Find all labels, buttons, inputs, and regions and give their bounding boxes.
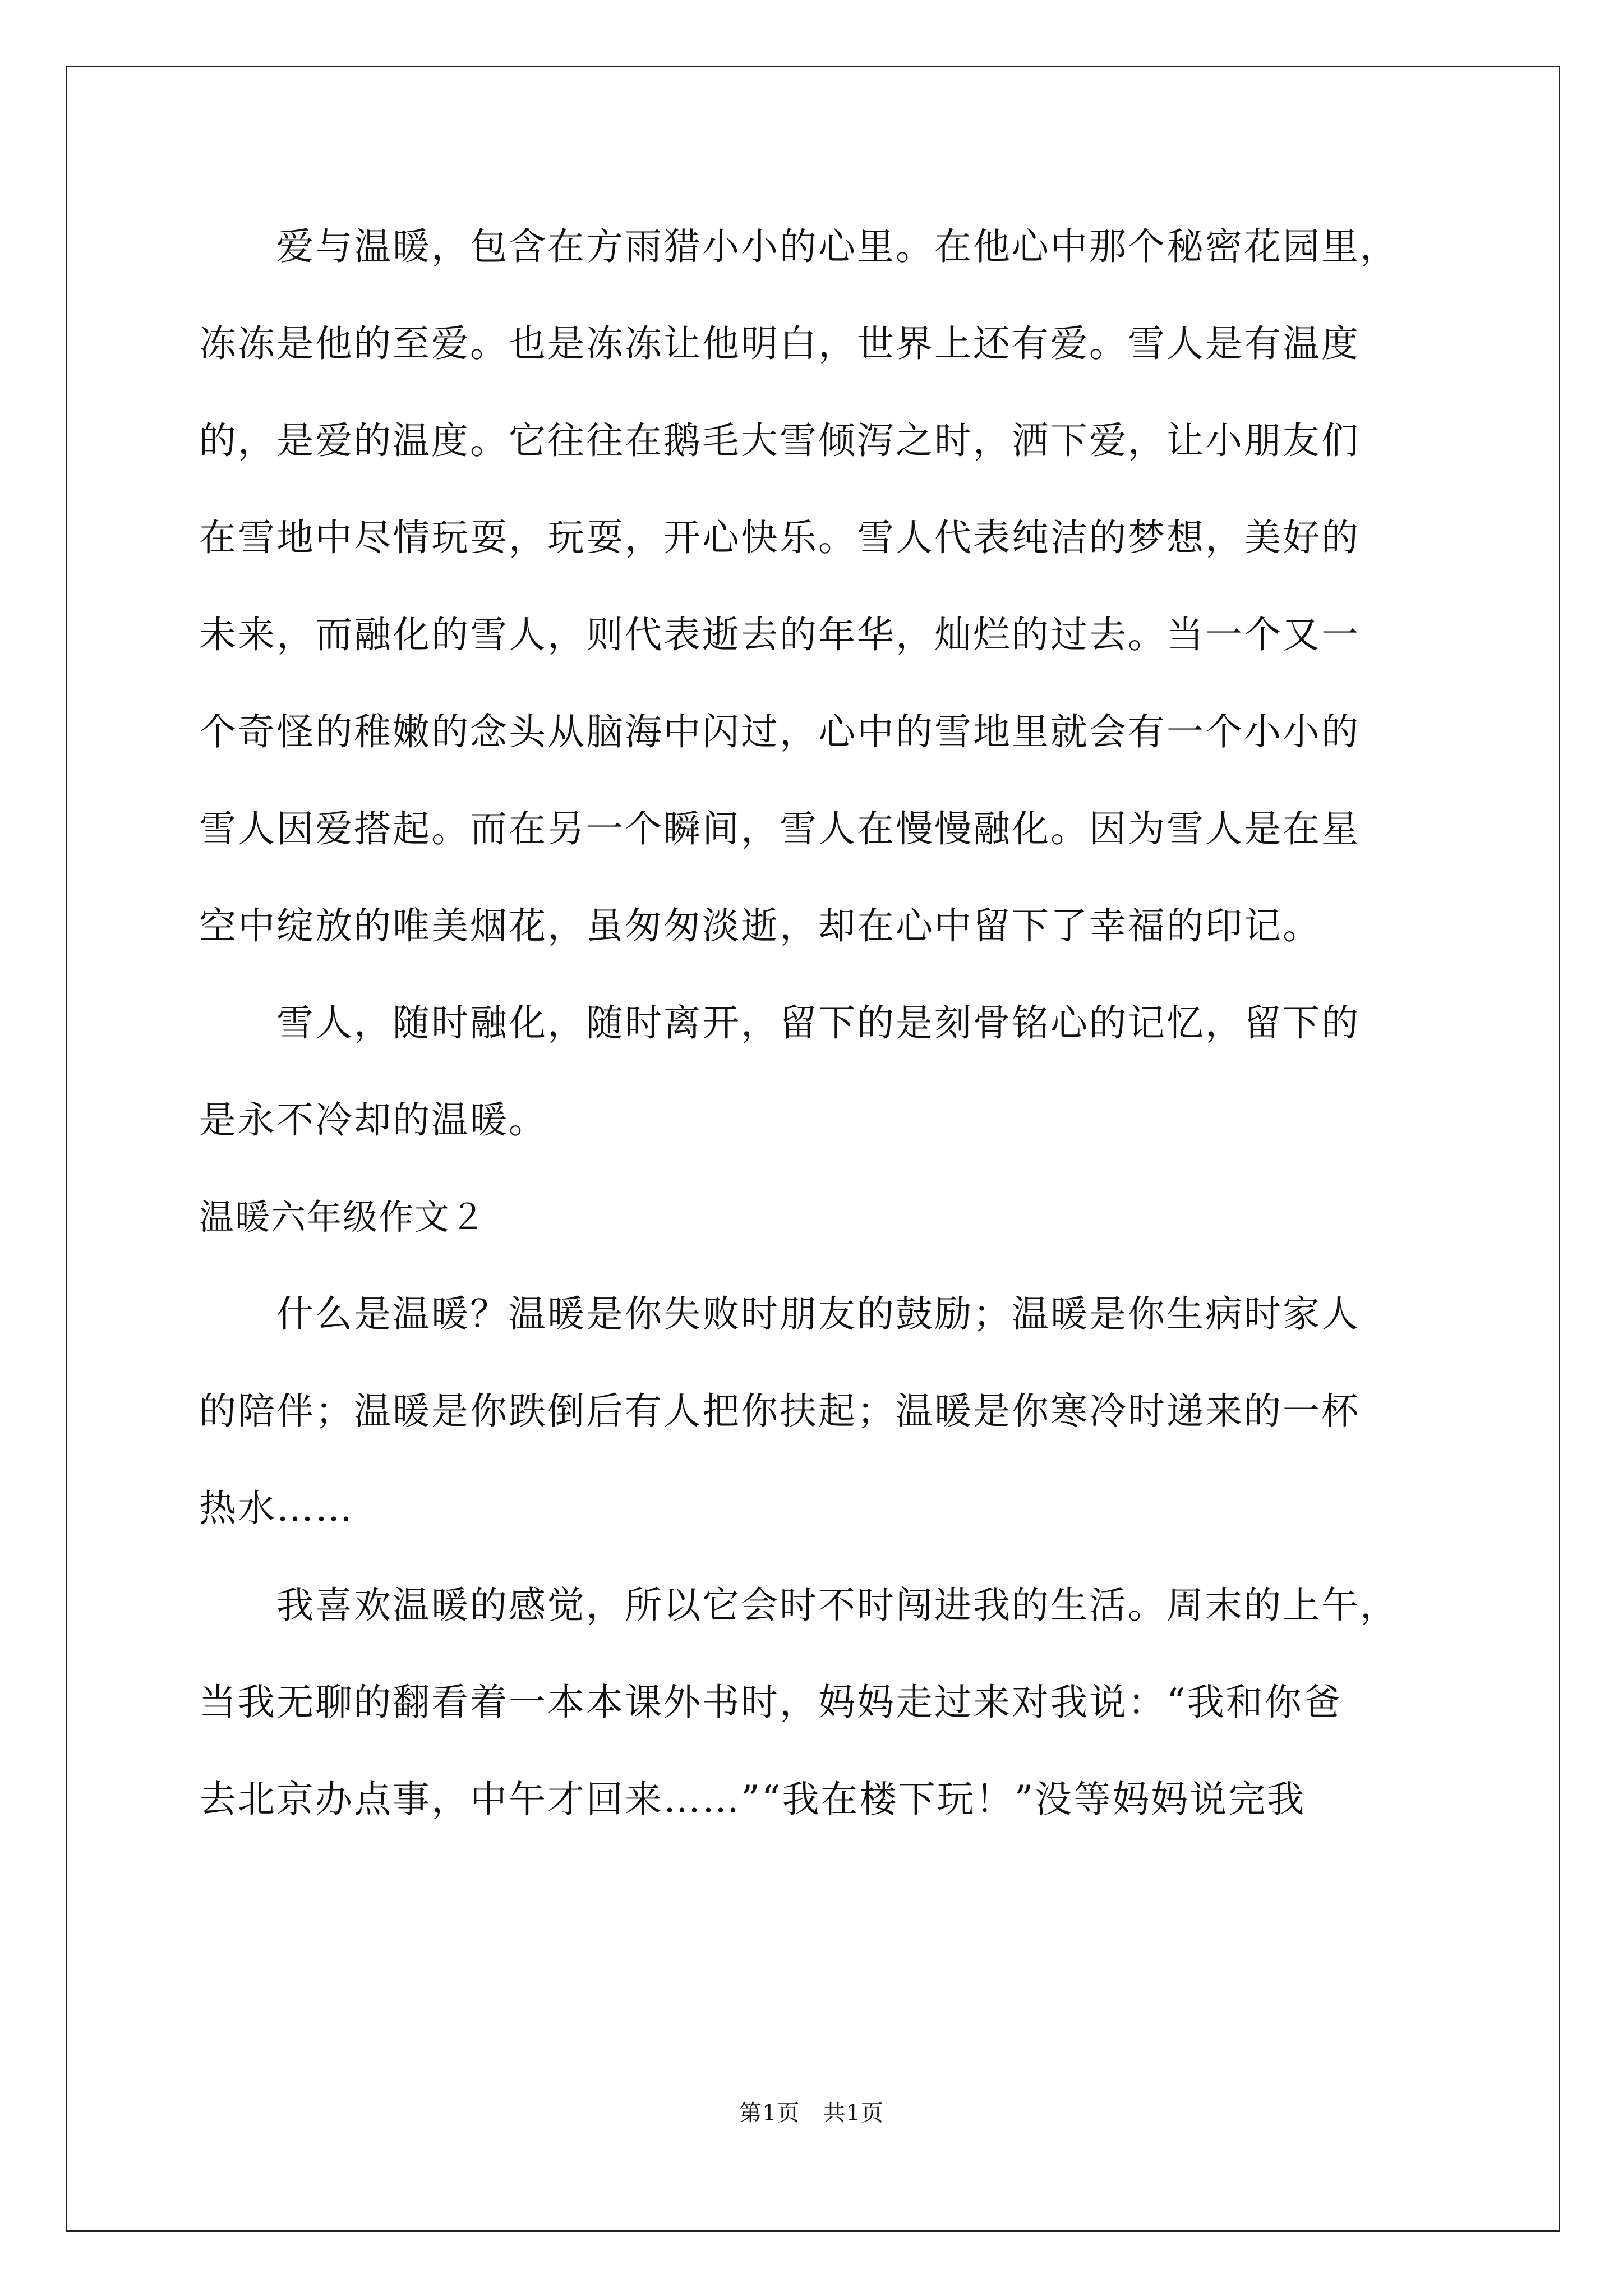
text-line: 的，是爱的温度。它往往在鹅毛大雪倾泻之时，洒下爱，让小朋友们 xyxy=(199,419,1360,462)
text-line: 个奇怪的稚嫩的念头从脑海中闪过，心中的雪地里就会有一个小小的 xyxy=(199,710,1360,753)
text-line: 什么是温暖？温暖是你失败时朋友的鼓励；温暖是你生病时家人 xyxy=(199,1292,1360,1336)
text-line: 是永不冷却的温暖。 xyxy=(199,1098,547,1142)
text-line: 我喜欢温暖的感觉，所以它会时不时闯进我的生活。周末的上午， xyxy=(199,1584,1399,1627)
text-line: 雪人，随时融化，随时离开，留下的是刻骨铭心的记忆，留下的 xyxy=(199,1001,1360,1045)
page-number: 第1页 共1页 xyxy=(739,2100,884,2126)
text-line: 热水…… xyxy=(199,1487,354,1530)
text-line: 爱与温暖，包含在方雨猎小小的心里。在他心中那个秘密花园里， xyxy=(199,225,1399,268)
text-line: 当我无聊的翻看着一本本课外书时，妈妈走过来对我说：“我和你爸 xyxy=(199,1681,1342,1724)
text-line: 未来，而融化的雪人，则代表逝去的年华，灿烂的过去。当一个又一 xyxy=(199,613,1360,656)
text-line: 冻冻是他的至爱。也是冻冻让他明白，世界上还有爱。雪人是有温度 xyxy=(199,322,1360,365)
text-line: 空中绽放的唯美烟花，虽匆匆淡逝，却在心中留下了幸福的印记。 xyxy=(199,904,1321,947)
text-line: 在雪地中尽情玩耍，玩耍，开心快乐。雪人代表纯洁的梦想，美好的 xyxy=(199,516,1360,559)
section-heading: 温暖六年级作文２ xyxy=(199,1197,487,1237)
text-line: 去北京办点事，中午才回来……”“我在楼下玩！”没等妈妈说完我 xyxy=(199,1778,1306,1821)
text-line: 雪人因爱搭起。而在另一个瞬间，雪人在慢慢融化。因为雪人是在星 xyxy=(199,807,1360,850)
text-line: 的陪伴；温暖是你跌倒后有人把你扶起；温暖是你寒冷时递来的一杯 xyxy=(199,1389,1360,1433)
